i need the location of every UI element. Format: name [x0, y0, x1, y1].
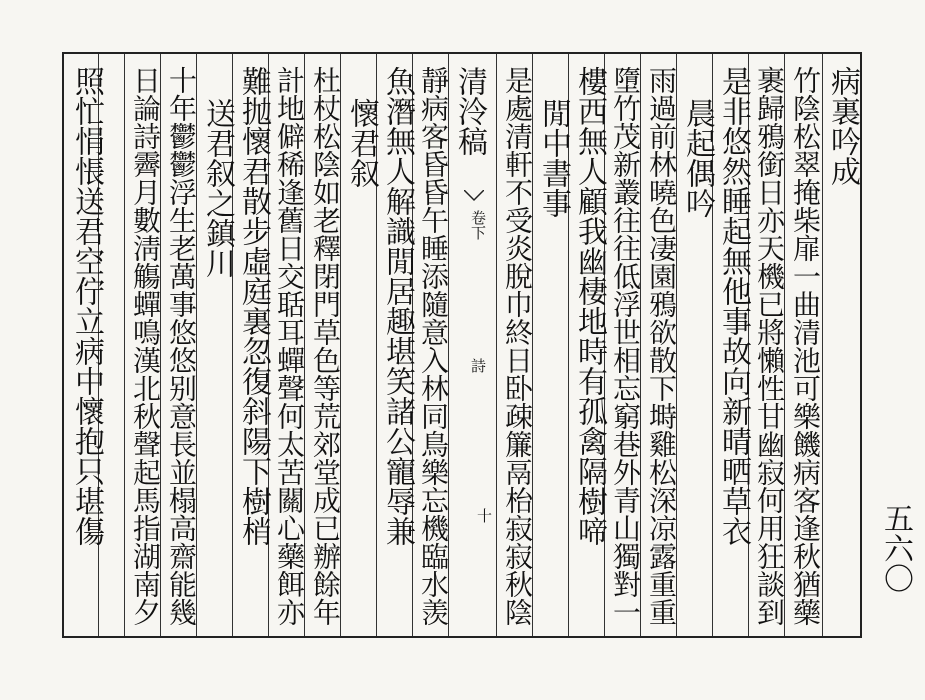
poem-title: 病裏吟成 [825, 66, 860, 186]
frame-bottom-border [62, 636, 862, 638]
poem-line: 魚潛無人解識閒居趣堪笑諸公寵辱兼 [380, 66, 415, 546]
column-rule [496, 54, 497, 636]
poem-line: 杜杖松陰如老釋閉門草色等荒郊堂成已辦餘年 [309, 66, 342, 626]
volume-label: 卷下 [469, 210, 487, 240]
column-rule [124, 54, 125, 636]
poem-line: 十年鬱鬱浮生老萬事悠悠别意長並榻高齋能幾 [165, 66, 198, 626]
poem-line: 靜病客昏昏午睡添隨意入林同鳥樂忘機臨水羡 [417, 66, 450, 626]
collection-title: 清泠稿 [452, 66, 487, 156]
poem-line: 樓西無人顧我幽棲地時有孤禽隔樹啼 [572, 66, 607, 546]
poem-line: 日論詩霽月數淸觴蟬鳴漢北秋聲起馬指湖南夕 [129, 66, 162, 626]
poem-line: 裹歸鴉銜日亦天機已將懶性甘幽寂何用狂談到 [753, 66, 786, 626]
poem-line: 照忙悁悵送君空佇立病中懷抱只堪傷 [69, 66, 104, 546]
fish-tail-mark-icon [464, 190, 484, 202]
poem-line: 是處清軒不受炎脫巾終日卧疎簾鬲枱寂寂秋陰 [501, 66, 534, 626]
poem-line: 是非悠然睡起無他事故向新晴晒草衣 [716, 66, 751, 546]
poem-line: 雨過前林曉色凄園鴉欲散下塒雞松深凉露重重 [645, 66, 678, 626]
page-number: 五六〇 [878, 503, 913, 593]
leaf-number: 十 [475, 508, 493, 523]
poem-line: 墮竹茂新叢往往低浮世相忘窮巷外青山獨對一 [609, 66, 642, 626]
genre-label: 詩 [469, 358, 487, 373]
frame-top-border [62, 52, 862, 54]
frame-left-border [62, 52, 64, 638]
poem-title: 送君叙之鎮川 [200, 98, 235, 278]
poem-title: 晨起偶吟 [680, 98, 715, 218]
poem-title: 懷君叙 [344, 98, 379, 188]
frame-right-border [860, 52, 862, 638]
poem-line: 計地僻稀逢舊日交聒耳蟬聲何太苦關心藥餌亦 [273, 66, 306, 626]
poem-title: 閒中書事 [536, 98, 571, 218]
poem-line: 難抛懷君散步虛庭裏忽復斜陽下樹梢 [236, 66, 271, 546]
poem-line: 竹陰松翠掩柴扉一曲清池可樂饑病客逢秋猶藥 [789, 66, 822, 626]
